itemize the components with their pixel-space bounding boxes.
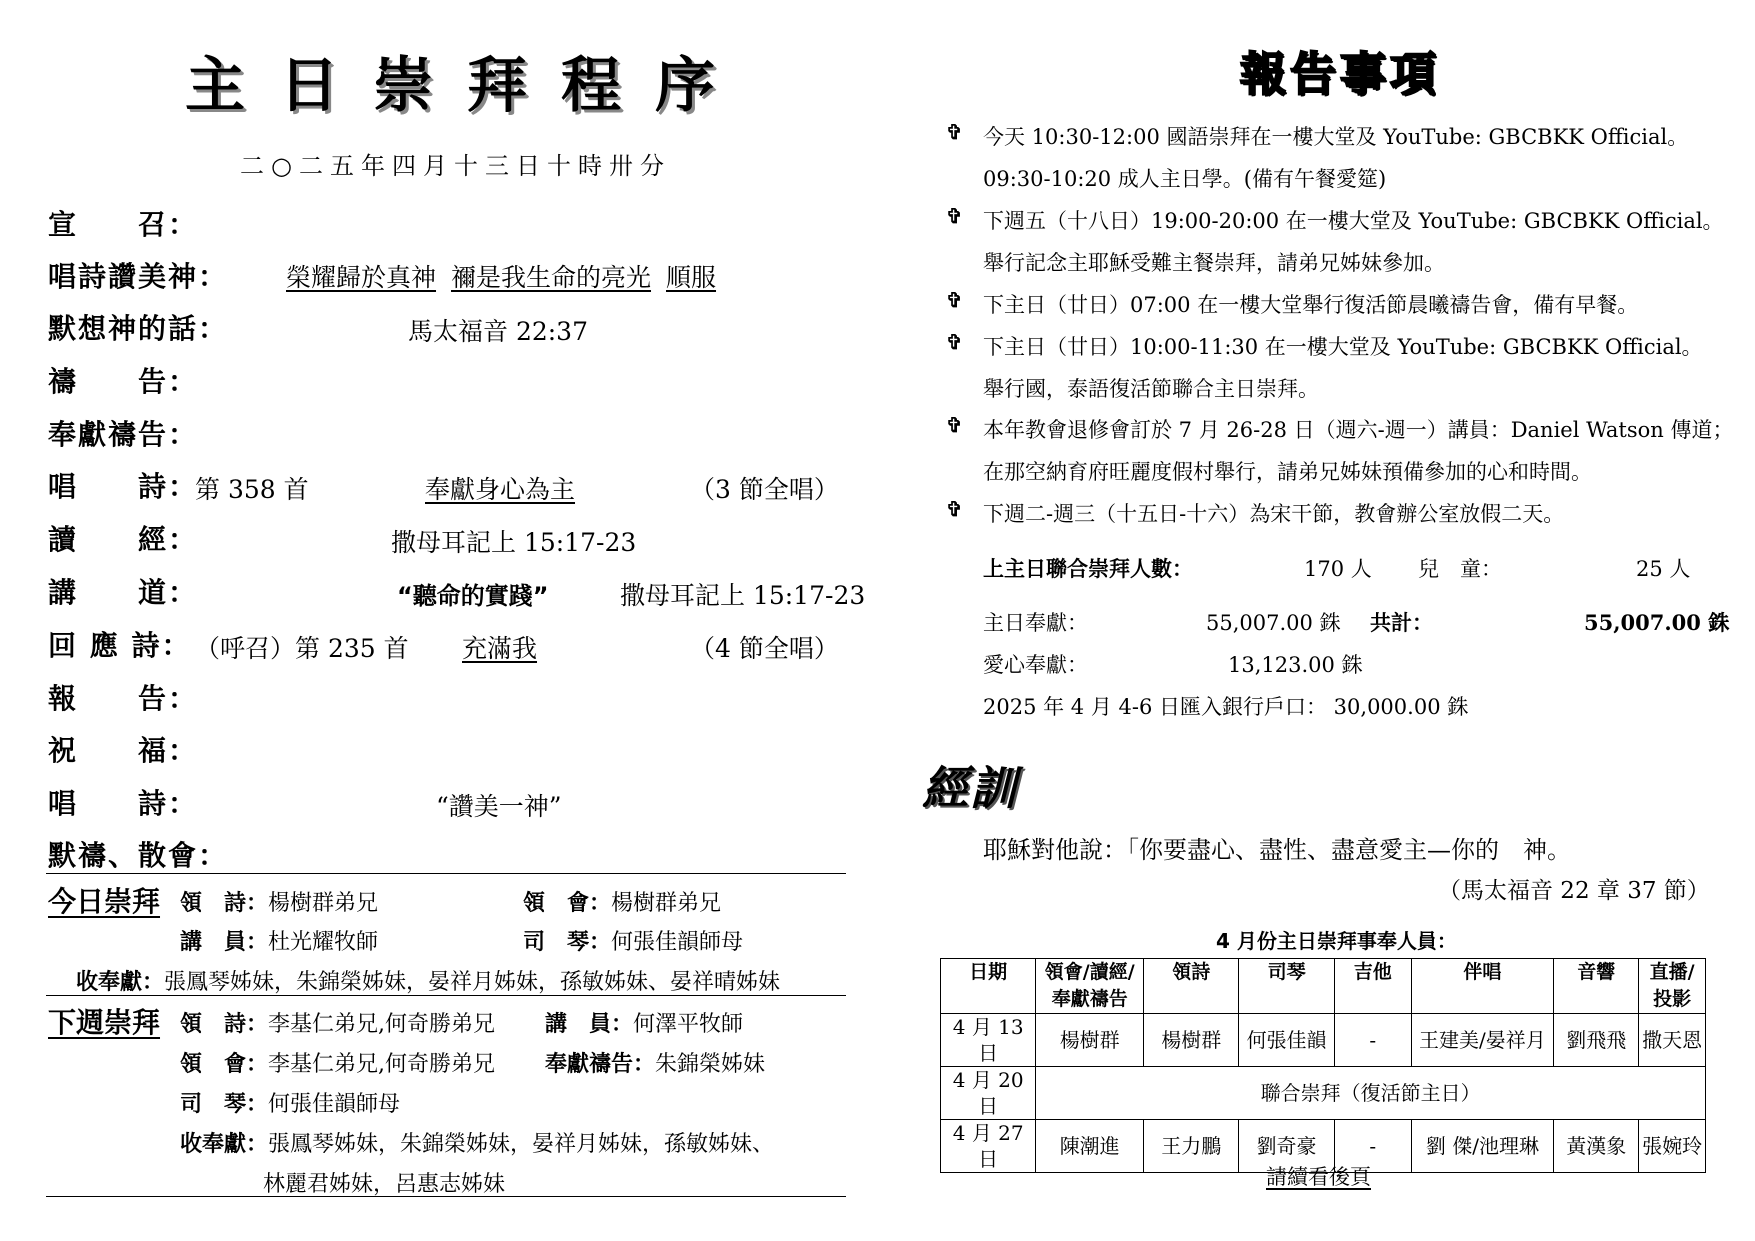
roster-cell: 楊樹群: [1144, 1014, 1239, 1067]
roster-header: 直播/投影: [1639, 959, 1706, 1014]
sermon-title: “聽命的實踐”: [397, 582, 549, 610]
announcement-line: 下主日（廿日）10:00-11:30 在一樓大堂及 YouTube: GBCBKK Official。: [983, 335, 1703, 359]
cross-icon: ✞: [946, 330, 963, 354]
roster-cell: 撒天恩: [1639, 1014, 1706, 1067]
next-speaker: 講 員：何澤平牧師: [545, 1012, 744, 1037]
announcement-line: 下週二-週三（十五日-十六）為宋干節，教會辦公室放假二天。: [983, 502, 1565, 526]
cross-icon: ✞: [946, 497, 963, 521]
next-piano: 司 琴：何張佳韻師母: [180, 1092, 401, 1117]
announcements-title: 報告事項: [1240, 47, 1440, 101]
today-piano: 司 琴：何張佳韻師母: [523, 930, 744, 955]
roster-header: 領會/讀經/奉獻禱告: [1036, 959, 1144, 1014]
attendance-label: 上主日聯合崇拜人數：: [983, 557, 1193, 581]
cross-icon: ✞: [946, 120, 963, 144]
roster-cell: 王力鵬: [1144, 1120, 1239, 1173]
program-label-announcements: 報 告：: [48, 682, 199, 715]
roster-row-joint: [941, 1067, 1706, 1120]
praise-song-2: 禰是我生命的亮光: [451, 263, 652, 292]
response-number: （呼召）第 235 首: [195, 634, 409, 663]
roster-row: [941, 1014, 1706, 1067]
program-label-prayer: 禱 告：: [48, 365, 199, 398]
program-label-reading: 讀 經：: [48, 523, 199, 556]
program-label-meditation: 默想神的話：: [48, 312, 229, 345]
roster-header: 領詩: [1144, 959, 1239, 1014]
announcement-line: 下主日（廿日）07:00 在一樓大堂舉行復活節晨曦禱告會，備有早餐。: [983, 293, 1639, 317]
program-label-closing-hymn: 唱 詩：: [48, 787, 199, 820]
response-title: 充滿我: [462, 634, 538, 663]
next-offering: 收奉獻：張鳳琴姊妹，朱錦榮姊妹，晏祥月姊妹，孫敏姊妹、: [180, 1132, 775, 1157]
roster-cell: 4 月 13 日: [941, 1014, 1036, 1067]
program-label-hymn: 唱 詩：: [48, 470, 199, 503]
today-speaker: 講 員：杜光耀牧師: [180, 930, 379, 955]
divider-top: [46, 873, 846, 874]
roster-header-row: [941, 959, 1706, 1014]
roster-header: 日期: [941, 959, 1036, 1014]
hymn-title: 奉獻身心為主: [425, 475, 576, 504]
today-service-label: 今日崇拜: [48, 885, 161, 918]
attendance-adults: 170 人: [1304, 557, 1372, 581]
program-label-praise: 唱詩讚美神：: [48, 260, 229, 293]
roster-cell: 王建美/晏祥月: [1411, 1014, 1554, 1067]
closing-hymn-title: “讚美一神”: [436, 792, 562, 821]
roster-header: 吉他: [1334, 959, 1411, 1014]
announcement-line: 在那空納育府旺麗度假村舉行，請弟兄姊妹預備參加的心和時間。: [983, 460, 1592, 484]
roster-header: 音響: [1554, 959, 1639, 1014]
bank-deposit: 2025 年 4 月 4-6 日匯入銀行戶口： 30,000.00 銖: [983, 695, 1469, 719]
divider-middle: [46, 995, 846, 996]
divider-bottom: [46, 1196, 846, 1197]
scripture-reference: （馬太福音 22 章 37 節）: [1438, 878, 1710, 904]
roster-cell: 張婉玲: [1639, 1120, 1706, 1173]
total-offering: 55,007.00 銖: [1584, 610, 1730, 635]
attendance-children-label: 兒 童：: [1418, 557, 1502, 581]
today-offering: 收奉獻：張鳳琴姊妹，朱錦榮姊妹，晏祥月姊妹，孫敏姊妹、晏祥晴姊妹: [76, 970, 781, 995]
hymn-number: 第 358 首: [195, 475, 309, 504]
response-note: （4 節全唱）: [690, 634, 839, 663]
roster-table: [940, 958, 1706, 1173]
cross-icon: ✞: [946, 204, 963, 228]
roster-header: 伴唱: [1411, 959, 1554, 1014]
sermon-passage: 撒母耳記上 15:17-23: [620, 581, 866, 610]
today-lead-meeting: 領 會：楊樹群弟兄: [523, 891, 722, 916]
announcement-line: 舉行國，泰語復活節聯合主日崇拜。: [983, 377, 1319, 401]
roster-cell: 劉奇豪: [1239, 1120, 1334, 1173]
reading-passage: 撒母耳記上 15:17-23: [391, 528, 637, 557]
program-label-benediction: 祝 福：: [48, 734, 199, 767]
roster-title: 4 月份主日崇拜事奉人員：: [1216, 929, 1457, 953]
roster-cell: 黃漢象: [1554, 1120, 1639, 1173]
roster-cell: 楊樹群: [1036, 1014, 1144, 1067]
cross-icon: ✞: [946, 413, 963, 437]
cross-icon: ✞: [946, 288, 963, 312]
roster-cell: 4 月 27 日: [941, 1120, 1036, 1173]
roster-cell: 陳潮進: [1036, 1120, 1144, 1173]
sunday-offering-label: 主日奉獻：: [983, 611, 1088, 635]
total-label: 共計：: [1370, 611, 1433, 635]
next-service-label: 下週崇拜: [48, 1006, 161, 1039]
love-offering: 13,123.00 銖: [1228, 653, 1363, 677]
roster-cell: 劉 傑/池理琳: [1411, 1120, 1554, 1173]
program-label-response: 回 應 詩：: [48, 629, 192, 662]
hymn-note: （3 節全唱）: [690, 475, 839, 504]
roster-cell: 劉飛飛: [1554, 1014, 1639, 1067]
praise-song-1: 榮耀歸於真神: [286, 263, 437, 292]
roster-cell: -: [1334, 1014, 1411, 1067]
roster-cell: 4 月 20 日: [941, 1067, 1036, 1120]
sunday-offering: 55,007.00 銖: [1206, 611, 1341, 635]
announcement-line: 09:30-10:20 成人主日學。(備有午餐愛筵): [983, 167, 1387, 191]
announcement-line: 下週五（十八日）19:00-20:00 在一樓大堂及 YouTube: GBCBKK Official。: [983, 209, 1724, 233]
love-offering-label: 愛心奉獻：: [983, 653, 1088, 677]
next-lead-song: 領 詩：李基仁弟兄,何奇勝弟兄: [180, 1012, 496, 1037]
next-offering-continued: 林麗君姊妹，呂惠志姊妹: [263, 1172, 506, 1197]
scripture-title: 經訓: [922, 761, 1018, 815]
praise-song-3: 順服: [666, 263, 717, 292]
roster-joint-service: 聯合崇拜（復活節主日）: [1036, 1067, 1706, 1120]
today-lead-song: 領 詩：楊樹群弟兄: [180, 891, 379, 916]
attendance-children: 25 人: [1636, 557, 1691, 581]
scripture-verse: 耶穌對他說：「你要盡心、盡性、盡意愛主—你的 神。: [983, 836, 1571, 864]
roster-cell: -: [1334, 1120, 1411, 1173]
program-title: 主日崇拜程序: [185, 51, 749, 121]
program-label-offering-prayer: 奉獻禱告：: [48, 418, 199, 451]
roster-header: 司琴: [1239, 959, 1334, 1014]
program-label-dismissal: 默禱、散會：: [48, 839, 229, 872]
next-offering-prayer: 奉獻禱告：朱錦榮姊妹: [545, 1052, 766, 1077]
next-lead-meeting: 領 會：李基仁弟兄,何奇勝弟兄: [180, 1052, 496, 1077]
service-date: 二○二五年四月十三日十時卅分: [240, 152, 671, 180]
continue-link[interactable]: 請續看後頁: [1266, 1165, 1371, 1189]
announcement-line: 今天 10:30-12:00 國語崇拜在一樓大堂及 YouTube: GBCBKK Official。: [983, 125, 1689, 149]
announcement-line: 本年教會退修會訂於 7 月 26-28 日（週六-週一）講員：Daniel Watson 傳道；: [983, 418, 1734, 442]
program-label-sermon: 講 道：: [48, 576, 199, 609]
announcement-line: 舉行記念主耶穌受難主餐崇拜，請弟兄姊妹參加。: [983, 251, 1445, 275]
meditation-verse: 馬太福音 22:37: [408, 317, 588, 346]
roster-cell: 何張佳韻: [1239, 1014, 1334, 1067]
program-label-call: 宣 召：: [48, 208, 199, 241]
